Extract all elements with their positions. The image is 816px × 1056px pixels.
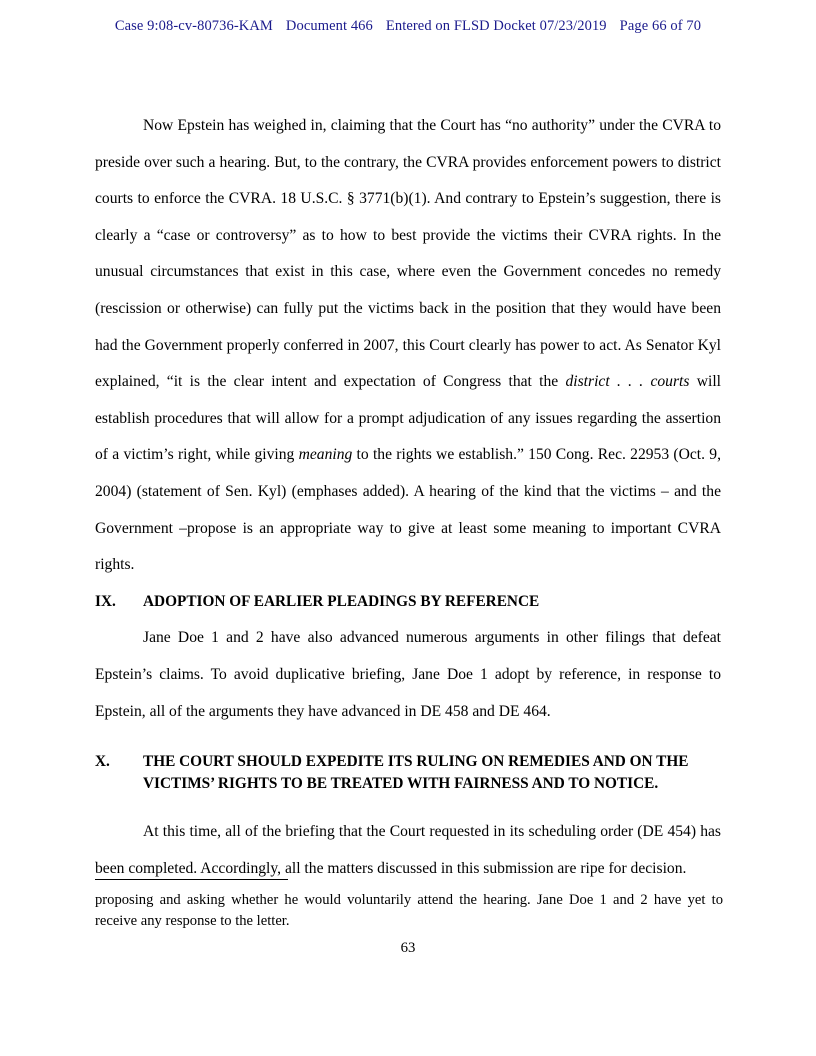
paragraph-adoption-by-reference: Jane Doe 1 and 2 have also advanced numerous arguments in other filings that defeat Epstein’s claims. To avoid duplicative briefing, Jane Doe 1 adopt by reference, in response to Epstein, all of the arguments they have advanced in DE 458 and DE 464. (95, 629, 721, 720)
heading-spacer-bottom (95, 794, 721, 814)
paragraph-cvra-authority (95, 108, 721, 584)
header-docket-entry: Entered on FLSD Docket 07/23/2019 (385, 18, 607, 34)
footnote-separator-rule (95, 879, 288, 880)
paragraph-text-part-3: to the rights we establish.” 150 Cong. Rec. 22953 (Oct. 9, 2004) (statement of Sen. Kyl) (emphases added). A hearing of the kind that the victims – and the Government –propose is an appropriate way to give at least some meaning to important CVRA rights. (95, 446, 721, 574)
section-title-ix: ADOPTION OF EARLIER PLEADINGS BY REFERENCE (143, 592, 540, 610)
section-title-x: THE COURT SHOULD EXPEDITE ITS RULING ON REMEDIES AND ON THE VICTIMS’ RIGHTS TO BE TREATED WITH FAIRNESS AND TO NOTICE. (143, 753, 689, 792)
italic-phrase-district-courts: district . . . courts (565, 373, 690, 391)
heading-spacer-top (95, 730, 721, 744)
italic-phrase-meaning: meaning (298, 446, 353, 464)
footnote-text: proposing and asking whether he would voluntarily attend the hearing. Jane Doe 1 and 2 have yet to receive any response to the letter. (95, 892, 723, 929)
section-heading-ix (95, 584, 721, 621)
paragraph-text-part-1: Now Epstein has weighed in, claiming that the Court has “no authority” under the CVRA to preside over such a hearing. But, to the contrary, the CVRA provides enforcement powers to district courts to enforce the CVRA. 18 U.S.C. § 3771(b)(1). And contrary to Epstein’s suggestion, there is clearly a “case or controversy” as to how to best provide the victims their CVRA rights. In the unusual circumstances that exist in this case, where even the Government concedes no remedy (rescission or otherwise) can fully put the victims back in the position that they would have been had the Government properly conferred in 2007, this Court clearly has power to act. As Senator Kyl explained, “it is the clear intent and expectation of Congress that the (95, 117, 721, 391)
header-page-indicator: Page 66 of 70 (619, 18, 702, 34)
paragraph-expedite-ruling: At this time, all of the briefing that the Court requested in its scheduling order (DE 454) has been completed. Accordingly, all the matters discussed in this submission are ripe for decision. (95, 823, 721, 877)
paragraph-text-part-2: will establish procedures that will allow for a prompt adjudication of any issues regarding the assertion of a victim’s right, while giving (95, 373, 721, 464)
header-document-number: Document 466 (285, 18, 373, 34)
page-number: 63 (400, 940, 416, 956)
court-filing-header (0, 18, 816, 35)
header-case-number: Case 9:08-cv-80736-KAM (114, 18, 273, 34)
section-heading-x (95, 744, 721, 794)
section-number-ix: IX. (95, 592, 116, 610)
document-body (95, 108, 721, 887)
section-number-x: X. (95, 753, 110, 771)
